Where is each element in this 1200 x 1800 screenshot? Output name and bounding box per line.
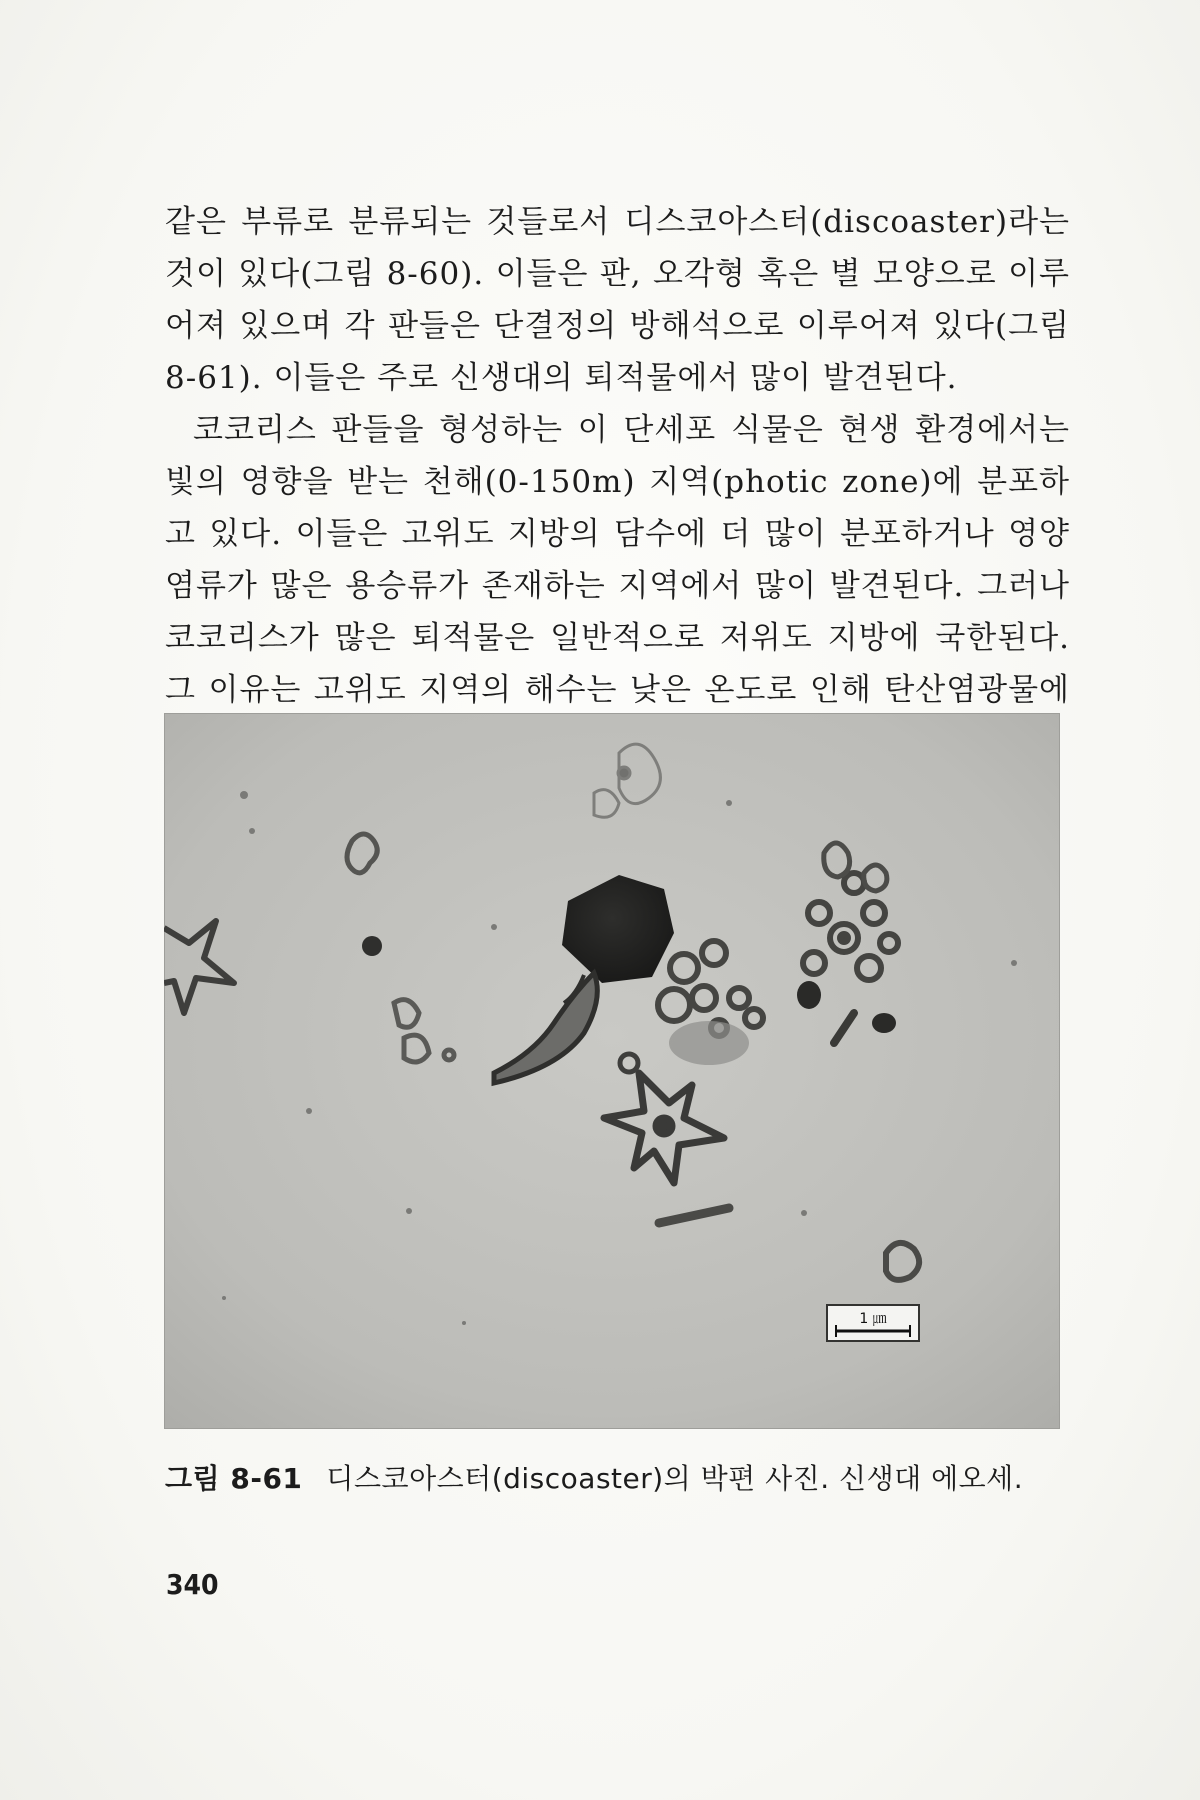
scale-bar: [827, 1305, 919, 1341]
scale-bar-label: 1 ㎛: [859, 1311, 887, 1327]
body-text: [165, 196, 1070, 768]
page-number: 340: [166, 1568, 219, 1601]
paragraph-2: 코코리스 판들을 형성하는 이 단세포 식물은 현생 환경에서는 빛의 영향을 받는 천해(0-150m) 지역(photic zone)에 분포하고 있다. 이들은 고위도 지방의 담수에 더 많이 분포하거나 영양염류가 많은 용승류가 존재하는 지역에서 많이 발견된다. 그러나 코코리스가 많은 퇴적물은 일반적으로 저위도 지방에 국한된다. 그 이유는 고위도 지역의 해수는 낮은 온도로 인해 탄산염광물에: [165, 412, 1070, 708]
photo-background: [164, 713, 1060, 1429]
paragraph-1: 같은 부류로 분류되는 것들로서 디스코아스터(discoaster)라는 것이 있다(그림 8-60). 이들은 판, 오각형 혹은 별 모양으로 이루어져 있으며 각 판들은 단결정의 방해석으로 이루어져 있다(그림 8-61). 이들은 주로 신생대의 퇴적물에서 많이 발견된다.: [165, 204, 1070, 396]
micrograph-figure: [164, 713, 1060, 1429]
dark-dot: [362, 936, 382, 956]
micrograph-photo: [164, 713, 1060, 1429]
smudge: [669, 1021, 749, 1065]
caption-label: 그림 8-61: [165, 1462, 303, 1495]
dark-blob-2: [872, 1013, 896, 1033]
dark-blob-1: [797, 981, 821, 1009]
caption-text: 디스코아스터(discoaster)의 박편 사진. 신생대 에오세.: [326, 1462, 1024, 1495]
figure-caption: [165, 1459, 1070, 1499]
